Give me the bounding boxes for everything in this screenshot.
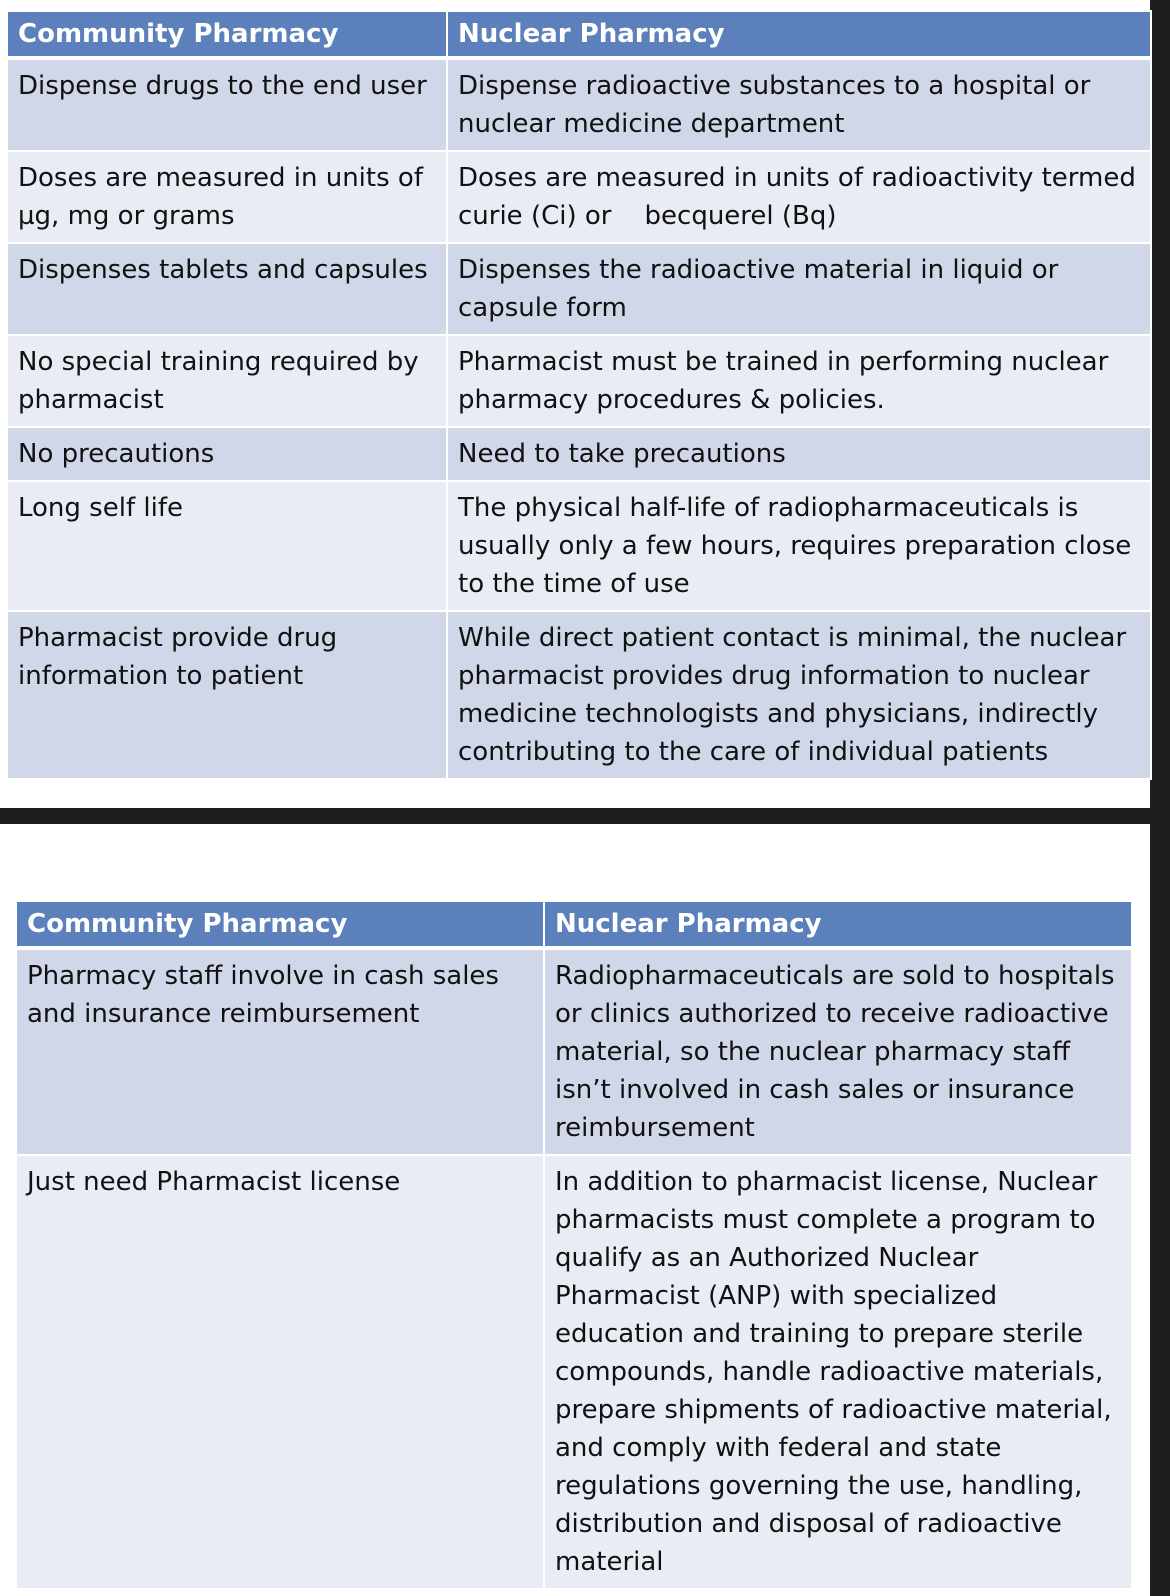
community-cell: No precautions	[7, 427, 447, 481]
header-nuclear-pharmacy: Nuclear Pharmacy	[447, 11, 1151, 58]
community-cell: Dispense drugs to the end user	[7, 58, 447, 151]
nuclear-cell: Radiopharmaceuticals are sold to hospitals or clinics authorized to receive radioactive material, so the nuclear pharmacy staff isn’t involved in cash sales or insurance reimbursement	[544, 948, 1132, 1155]
community-cell: Dispenses tablets and capsules	[7, 243, 447, 335]
nuclear-cell: Pharmacist must be trained in performing nuclear pharmacy procedures & policies.	[447, 335, 1151, 427]
nuclear-cell: Dispenses the radioactive material in liquid or capsule form	[447, 243, 1151, 335]
header-nuclear-pharmacy: Nuclear Pharmacy	[544, 901, 1132, 948]
comparison-table-1	[6, 10, 1152, 780]
table-row	[7, 481, 1151, 611]
table-row	[16, 948, 1132, 1155]
header-row	[7, 11, 1151, 58]
header-community-pharmacy: Community Pharmacy	[16, 901, 544, 948]
table-row	[7, 611, 1151, 779]
slide-2	[0, 824, 1150, 1596]
table-row	[7, 335, 1151, 427]
table-row	[7, 151, 1151, 243]
slide-1	[0, 0, 1150, 808]
table-row	[7, 243, 1151, 335]
community-cell: Doses are measured in units of µg, mg or grams	[7, 151, 447, 243]
table-row	[7, 427, 1151, 481]
header-row	[16, 901, 1132, 948]
table-row	[16, 1155, 1132, 1589]
nuclear-cell: While direct patient contact is minimal, the nuclear pharmacist provides drug information to nuclear medicine technologists and physicians, indirectly contributing to the care of individual patients	[447, 611, 1151, 779]
nuclear-cell: The physical half-life of radiopharmaceuticals is usually only a few hours, requires preparation close to the time of use	[447, 481, 1151, 611]
community-cell: Long self life	[7, 481, 447, 611]
community-cell: Pharmacist provide drug information to patient	[7, 611, 447, 779]
table-row	[7, 58, 1151, 151]
community-cell: No special training required by pharmacist	[7, 335, 447, 427]
nuclear-cell: Dispense radioactive substances to a hospital or nuclear medicine department	[447, 58, 1151, 151]
comparison-table-2	[15, 900, 1133, 1590]
nuclear-cell: Need to take precautions	[447, 427, 1151, 481]
nuclear-cell: In addition to pharmacist license, Nuclear pharmacists must complete a program to qualify as an Authorized Nuclear Pharmacist (ANP) with specialized education and training to prepare sterile compounds, handle radioactive materials, prepare shipments of radioactive material, and comply with federal and state regulations governing the use, handling, distribution and disposal of radioactive material	[544, 1155, 1132, 1589]
community-cell: Pharmacy staff involve in cash sales and insurance reimbursement	[16, 948, 544, 1155]
nuclear-cell: Doses are measured in units of radioactivity termed curie (Ci) or becquerel (Bq)	[447, 151, 1151, 243]
community-cell: Just need Pharmacist license	[16, 1155, 544, 1589]
header-community-pharmacy: Community Pharmacy	[7, 11, 447, 58]
